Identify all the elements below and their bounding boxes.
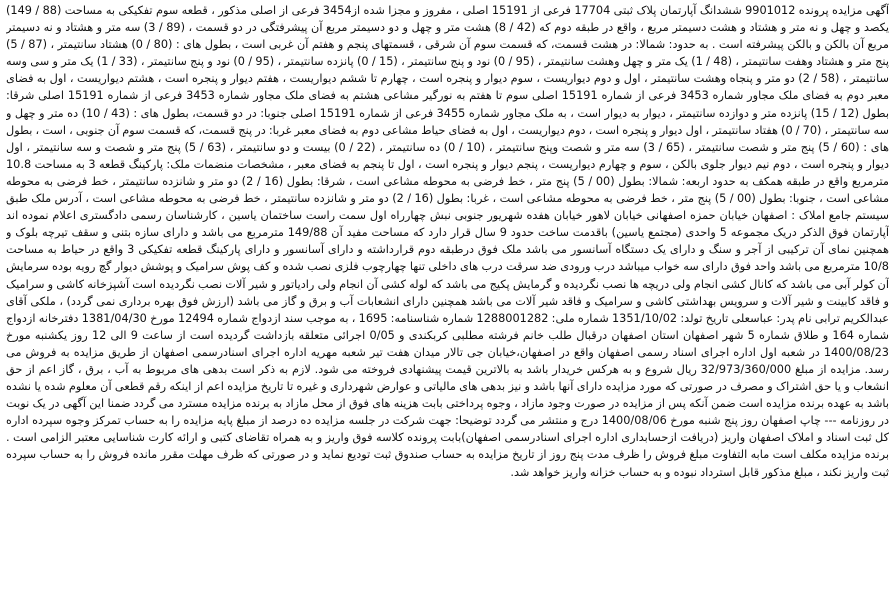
auction-notice-text: آگهی مزایده پرونده 9901012 ششدانگ آپارتمان پلاک ثبتی 17704 فرعی از 15191 اصلی ، مفروز و مجزا شده از3454 فرعی از اصلی مذکور ، قطعه سوم تفکیکی به مساحت (88 / 149) یکصد و چهل و نه متر و هشتاد و هشت دسیمتر مربع ، واقع در طبقه دوم که (42 / 8) هشت متر و چهل و دو دسیمتر مربع آن پیشرفتگی در دو قسمت ، (89 / 3) سه متر و هشتاد و نه دسیمتر مربع آن بالکن و بالکن پیشرفته است . به حدود: شمالا: در هشت قسمت، که قسمت سوم آن شرقی ، قسمتهای پنجم و هفتم آن غربی است ، بطول های : (80 / 0) هشتاد سانتیمتر ، (87 / 5) پنج متر و هشتاد وهفت سانتیمتر ، (48 / 1) یک متر و چهل وهشت سانتیمتر ، (95 / 0) نود و پنج سانتیمتر ، (15 / 0) پانزده سانتیمتر ، (95 / 0) نود و پنج سانتیمتر ، (33 / 1) یک متر و سی وسه سانتیمتر ، (58 / 2) دو متر و پنجاه وهشت سانتیمتر ، اول و دوم دیواریست ، سوم دیوار و پنجره است ، چهارم تا ششم دیواریست ، هفتم دیوار و پنجره است ، هشتم دیواریست ، اول به فضای معبر دوم به فضای ملک مجاور شماره 3453 فرعی از شماره 15191 اصلی سوم تا هفتم به نورگیر مشاعی هشتم به فضای ملک مجاور شماره 3453 فرعی از شماره 15191 اصلی شرقا: بطول (12 / 15) پانزده متر و دوازده سانتیمتر ، دیوار به دیوار است ، به ملک مجاور شماره 3455 فرعی از شماره 15191 اصلی جنوبا: در دو قسمت، بطول های : (43 / 10) ده متر و چهل و سه سانتیمتر ، (70 / 0) هفتاد سانتیمتر ، اول دیوار و پنجره است ، دوم دیواریست ، اول به فضای حیاط مشاعی دوم به فضای معبر غربا: در پنج قسمت، که قسمت سوم آن جنوبی ، است ، بطول های : (60 / 5) پنج متر و شصت سانتیمتر ، (65 / 3) سه متر و شصت وپنج سانتیمتر ، (10 / 0) ده سانتیمتر ، (22 / 0) بیست و دو سانتیمتر ، (63 / 5) پنج متر و شصت و سه سانتیمتر ، اول دیوار و پنجره است ، دوم نیم دیوار جلوی بالکن ، سوم و چهارم دیواریست ، پنجم دیوار و پنجره است ، اول تا پنجم به فضای معبر ، مشخصات منضمات ملک: پارکینگ قطعه 3 به مساحت 10.8 مترمربع واقع در طبقه همکف به حدود اربعه: شمالا: بطول (00 / 5) پنج متر ، خط فرضی به محوطه مشاعی است ، شرقا: بطول (16 / 2) دو متر و شانزده سانتیمتر ، خط فرضی به محوطه مشاعی است ، جنوبا: بطول (00 / 5) پنج متر ، خط فرضی به محوطه مشاعی است ، غربا: بطول (16 / 2) دو متر و شانزده سانتیمتر ، خط فرضی به محوطه مشاعی است ، آدرس ملک طبق سیستم جامع املاک : اصفهان خیابان حمزه اصفهانی خیابان لاهور خیابان هفده شهریور جنوبی نبش چهارراه اول سمت راست ساختمان یاسین ، کارشناسان رسمی دادگستری اعلام نموده اند آپارتمان فوق الذکر دریک مجموعه 5 واحدی (مجتمع یاسین) باقدمت ساخت حدود 9 سال قرار دارد که مساحت مفید آن 149/88 مترمربع می باشد و دارای سازه بتنی و سقف تیرچه بلوک و همچنین نمای آن ترکیبی از آجر و سنگ و دارای یک دستگاه آسانسور می باشد ملک فوق درطبقه دوم قرارداشته و دارای آسانسور و دارای پارکینگ قطعه تفکیکی 3 واقع در حیاط به مساحت 10/8 مترمربع می باشد واحد فوق دارای سه خواب میباشد درب ورودی ضد سرقت درب های داخلی تنها چهارچوب فلزی نصب شده و کف پوش سرامیک و پوشش دیوار گچ رویه بوده سرمایش آن کولر آبی می باشد که کانال کشی انجام ولی دریچه ها نصب نگردیده و گرمایش پکیج می باشد که لوله کشی آن انجام ولی رادیاتور و شیر آلات نصب نگردیده است آشپزخانه کاشی و سرامیک و فاقد کابینت و شیر آلات و سرویس بهداشتی کاشی و سرامیک و فاقد شیر آلات می باشد همچنین دارای انشعابات آب و برق و گاز می باشد (ارزش فوق بهره برداری نمی گردد) ، ملکی آقای عبدالکریم ترابی نام پدر: عباسعلی تاریخ تولد: 1351/10/02 شماره ملی: 1288001282 شماره شناسنامه: 1695 ، به موجب سند ازدواج شماره 12494 مورخ 1381/04/30 دفترخانه ازدواج شماره 164 و طلاق شماره 5 شهر اصفهان استان اصفهان درقبال طلب خانم فرشته مطلبی کربکندی و 0/05 اجرائی متعلقه بازداشت گردیده است از ساعت 9 الی 12 روز یکشنبه مورخ 1400/08/23 در شعبه اول اداره اجرای اسناد رسمی اصفهان واقع در اصفهان،خیابان جی تالار میدان هفت تیر شعبه مهریه اداره اجرای اسنادرسمی اصفهان از طریق مزایده به فروش می رسد. مزایده از مبلغ 32/973/360/000 ریال شروع و به هرکس خریدار باشد به بالاترین قیمت پیشنهادی فروخته می شود. لازم به ذکر است بدهی های مربوط به آب ، برق ، گاز اعم از حق انشعاب و یا حق اشتراک و مصرف در صورتی که مورد مزایده دارای آنها باشد و نیز بدهی های مالیاتی و عوارض شهرداری و غیره تا تاریخ مزایده اعم از اینکه رقم قطعی آن معلوم شده یا نشده باشد به عهده برنده مزایده است ضمن آنکه پس از مزایده در صورت وجود مازاد ، وجوه پرداختی بابت هزینه های فوق از محل مازاد به برنده مزایده مسترد می گردد ضمنا این آگهی در یک نوبت در روزنامه --- چاپ اصفهان روز پنج شنبه مورخ 1400/08/06 درج و منتشر می گردد توضیحا: جهت شرکت در جلسه مزایده ده درصد از مبلغ پایه مزایده را به حساب تمرکز وجوه سپرده اداره کل ثبت اسناد و املاک اصفهان واریز (دریافت ازحسابداری اداره اجرای اسنادرسمی اصفهان)بابت پرونده کلاسه فوق واریز و به همراه تقاضای کتبی و ارائه کارت شناسایی معتبر الزامی است . برنده مزایده مکلف است مابه التفاوت مبلغ فروش را ظرف مدت پنج روز از تاریخ مزایده به حساب صندوق ثبت تودیع نماید و در صورتی که ظرف مهلت مقرر مانده فروش را به حساب سپرده ثبت واریز نکند ، مبلغ مذکور قابل استرداد نبوده و به حساب خزانه واریز خواهد شد. xyxy=(6,4,889,479)
